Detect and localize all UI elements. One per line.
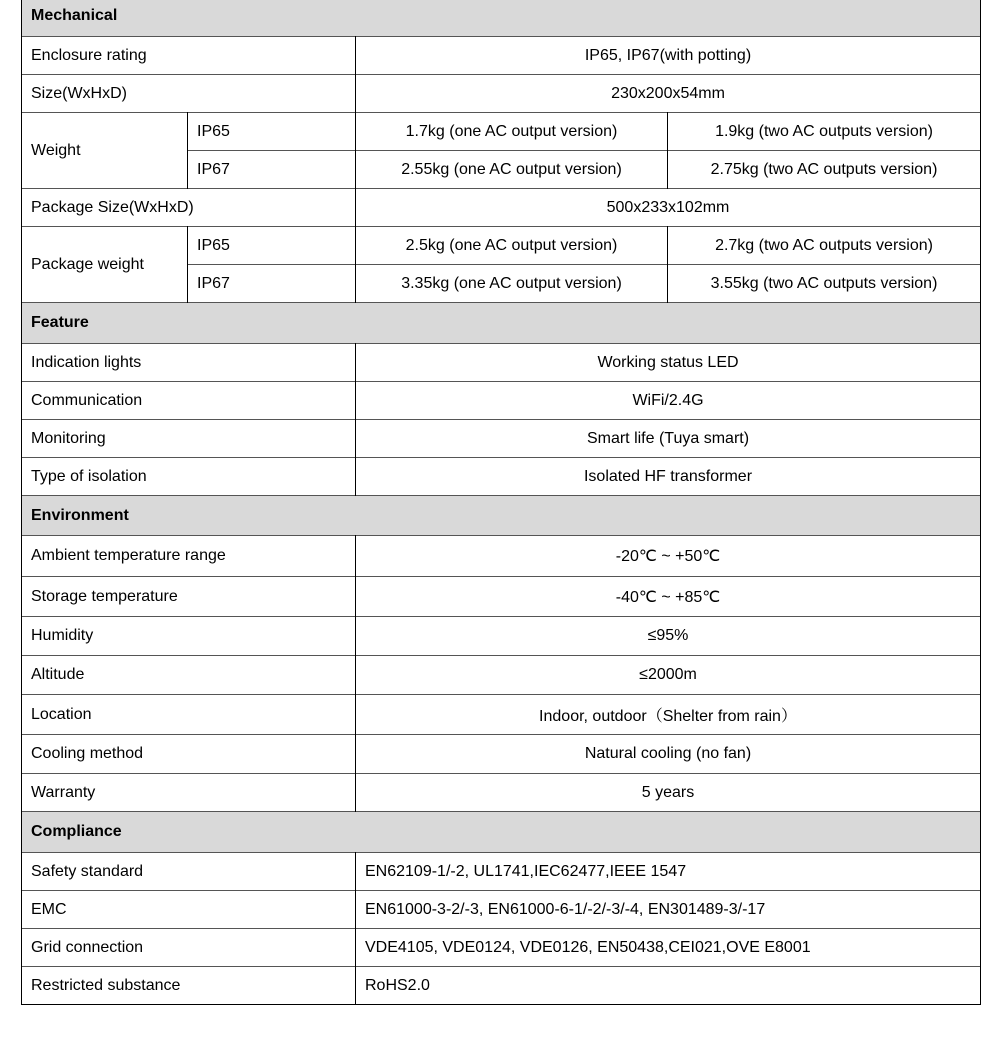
package-weight-one-output: 2.5kg (one AC output version) xyxy=(356,227,668,265)
spec-label: Safety standard xyxy=(22,853,356,891)
package-weight-variant: IP65 xyxy=(188,227,356,265)
spec-label: Type of isolation xyxy=(22,458,356,496)
spec-value: Working status LED xyxy=(356,344,981,382)
package-weight-one-output: 3.35kg (one AC output version) xyxy=(356,265,668,303)
spec-label: Monitoring xyxy=(22,420,356,458)
spec-value: Isolated HF transformer xyxy=(356,458,981,496)
spec-label: Location xyxy=(22,695,356,735)
package-weight-two-outputs: 2.7kg (two AC outputs version) xyxy=(668,227,981,265)
spec-label: Altitude xyxy=(22,656,356,695)
section-header-mechanical: Mechanical xyxy=(22,0,981,37)
section-header-environment: Environment xyxy=(22,496,981,536)
spec-label: Indication lights xyxy=(22,344,356,382)
spec-value: -20℃ ~ +50℃ xyxy=(356,536,981,577)
package-weight-label: Package weight xyxy=(22,227,188,303)
spec-label: Cooling method xyxy=(22,735,356,774)
spec-label: EMC xyxy=(22,891,356,929)
spec-label: Communication xyxy=(22,382,356,420)
package-weight-variant: IP67 xyxy=(188,265,356,303)
weight-variant: IP67 xyxy=(188,151,356,189)
spec-value: Smart life (Tuya smart) xyxy=(356,420,981,458)
size-value: 230x200x54mm xyxy=(356,75,981,113)
package-size-label: Package Size(WxHxD) xyxy=(22,189,356,227)
spec-value: Natural cooling (no fan) xyxy=(356,735,981,774)
spec-table xyxy=(21,0,981,1005)
enclosure-rating-value: IP65, IP67(with potting) xyxy=(356,37,981,75)
spec-value: ≤95% xyxy=(356,617,981,656)
spec-value: RoHS2.0 xyxy=(356,967,981,1005)
spec-label: Grid connection xyxy=(22,929,356,967)
enclosure-rating-label: Enclosure rating xyxy=(22,37,356,75)
weight-one-output: 1.7kg (one AC output version) xyxy=(356,113,668,151)
spec-label: Ambient temperature range xyxy=(22,536,356,577)
spec-label: Storage temperature xyxy=(22,577,356,617)
section-header-feature: Feature xyxy=(22,303,981,344)
spec-label: Restricted substance xyxy=(22,967,356,1005)
spec-label: Warranty xyxy=(22,774,356,812)
weight-label: Weight xyxy=(22,113,188,189)
spec-value: WiFi/2.4G xyxy=(356,382,981,420)
weight-two-outputs: 2.75kg (two AC outputs version) xyxy=(668,151,981,189)
spec-value: -40℃ ~ +85℃ xyxy=(356,577,981,617)
spec-value: VDE4105, VDE0124, VDE0126, EN50438,CEI021,OVE E8001 xyxy=(356,929,981,967)
weight-one-output: 2.55kg (one AC output version) xyxy=(356,151,668,189)
spec-value: ≤2000m xyxy=(356,656,981,695)
spec-label: Humidity xyxy=(22,617,356,656)
spec-value: EN62109-1/-2, UL1741,IEC62477,IEEE 1547 xyxy=(356,853,981,891)
weight-variant: IP65 xyxy=(188,113,356,151)
section-header-compliance: Compliance xyxy=(22,812,981,853)
weight-two-outputs: 1.9kg (two AC outputs version) xyxy=(668,113,981,151)
spec-value: 5 years xyxy=(356,774,981,812)
size-label: Size(WxHxD) xyxy=(22,75,356,113)
package-weight-two-outputs: 3.55kg (two AC outputs version) xyxy=(668,265,981,303)
spec-value: Indoor, outdoor（Shelter from rain） xyxy=(356,695,981,735)
spec-value: EN61000-3-2/-3, EN61000-6-1/-2/-3/-4, EN301489-3/-17 xyxy=(356,891,981,929)
package-size-value: 500x233x102mm xyxy=(356,189,981,227)
